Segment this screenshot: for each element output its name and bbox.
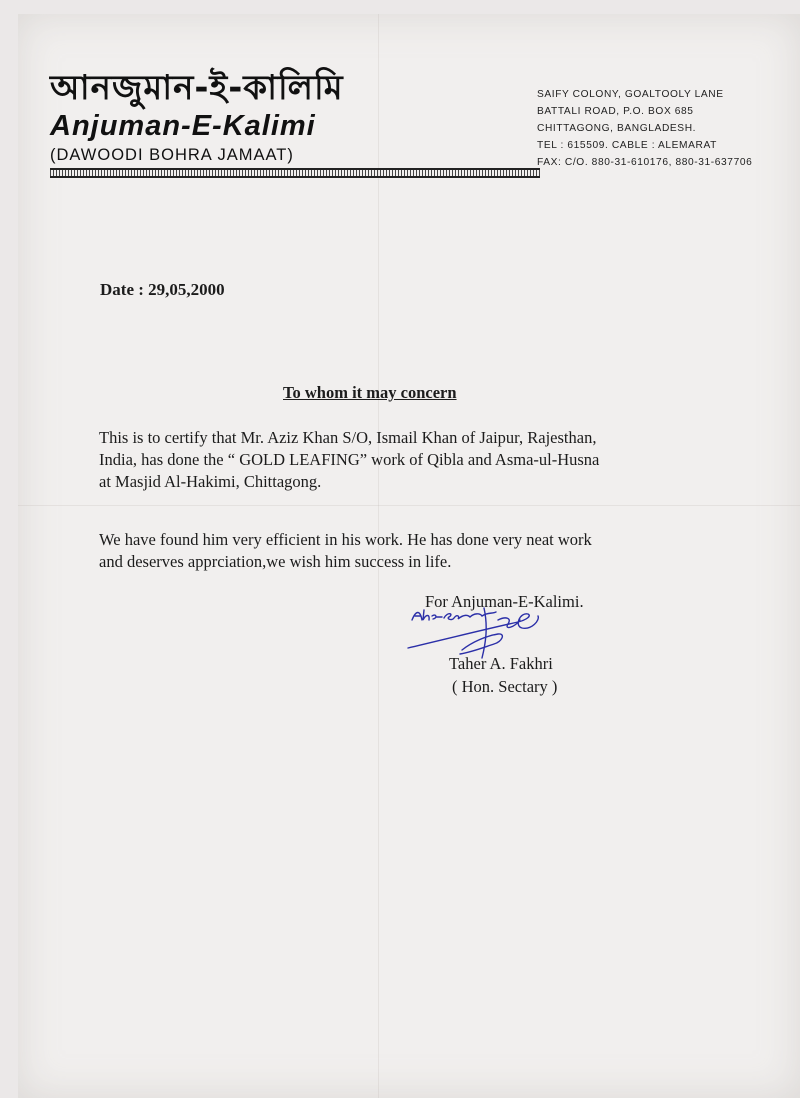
body-line: at Masjid Al-Hakimi, Chittagong. bbox=[99, 472, 322, 491]
body-line: This is to certify that Mr. Aziz Khan S/O, Ismail Khan of Jaipur, Rajesthan, bbox=[99, 428, 597, 447]
address-line: FAX: C/O. 880-31-610176, 880-31-637706 bbox=[537, 157, 753, 168]
body-line: India, has done the “ GOLD LEAFING” work of Qibla and Asma-ul-Husna bbox=[99, 450, 600, 469]
signatory-title: ( Hon. Sectary ) bbox=[452, 677, 558, 696]
address-line: TEL : 615509. CABLE : ALEMARAT bbox=[537, 140, 717, 151]
address-line: SAIFY COLONY, GOALTOOLY LANE bbox=[537, 89, 724, 100]
fold-crease-horizontal bbox=[18, 505, 800, 506]
signatory-name: Taher A. Fakhri bbox=[449, 654, 553, 673]
closing-line: For Anjuman-E-Kalimi. bbox=[425, 592, 584, 611]
letterhead-subtitle: (DAWOODI BOHRA JAMAAT) bbox=[50, 146, 294, 164]
address-line: BATTALI ROAD, P.O. BOX 685 bbox=[537, 106, 694, 117]
address-line: CHITTAGONG, BANGLADESH. bbox=[537, 123, 697, 134]
letter-heading: To whom it may concern bbox=[283, 383, 457, 402]
letterhead-rule bbox=[50, 168, 540, 178]
body-paragraph-2 bbox=[99, 529, 679, 573]
letterhead-address bbox=[537, 86, 757, 171]
letter-date: Date : 29,05,2000 bbox=[100, 280, 225, 299]
letterhead-bengali-name: আনজুমান-ই-কালিমি bbox=[50, 68, 344, 108]
letterhead-name: Anjuman-E-Kalimi bbox=[50, 110, 316, 142]
body-line: and deserves apprciation,we wish him success in life. bbox=[99, 552, 452, 571]
body-paragraph-1 bbox=[99, 427, 679, 493]
body-line: We have found him very efficient in his work. He has done very neat work bbox=[99, 530, 592, 549]
